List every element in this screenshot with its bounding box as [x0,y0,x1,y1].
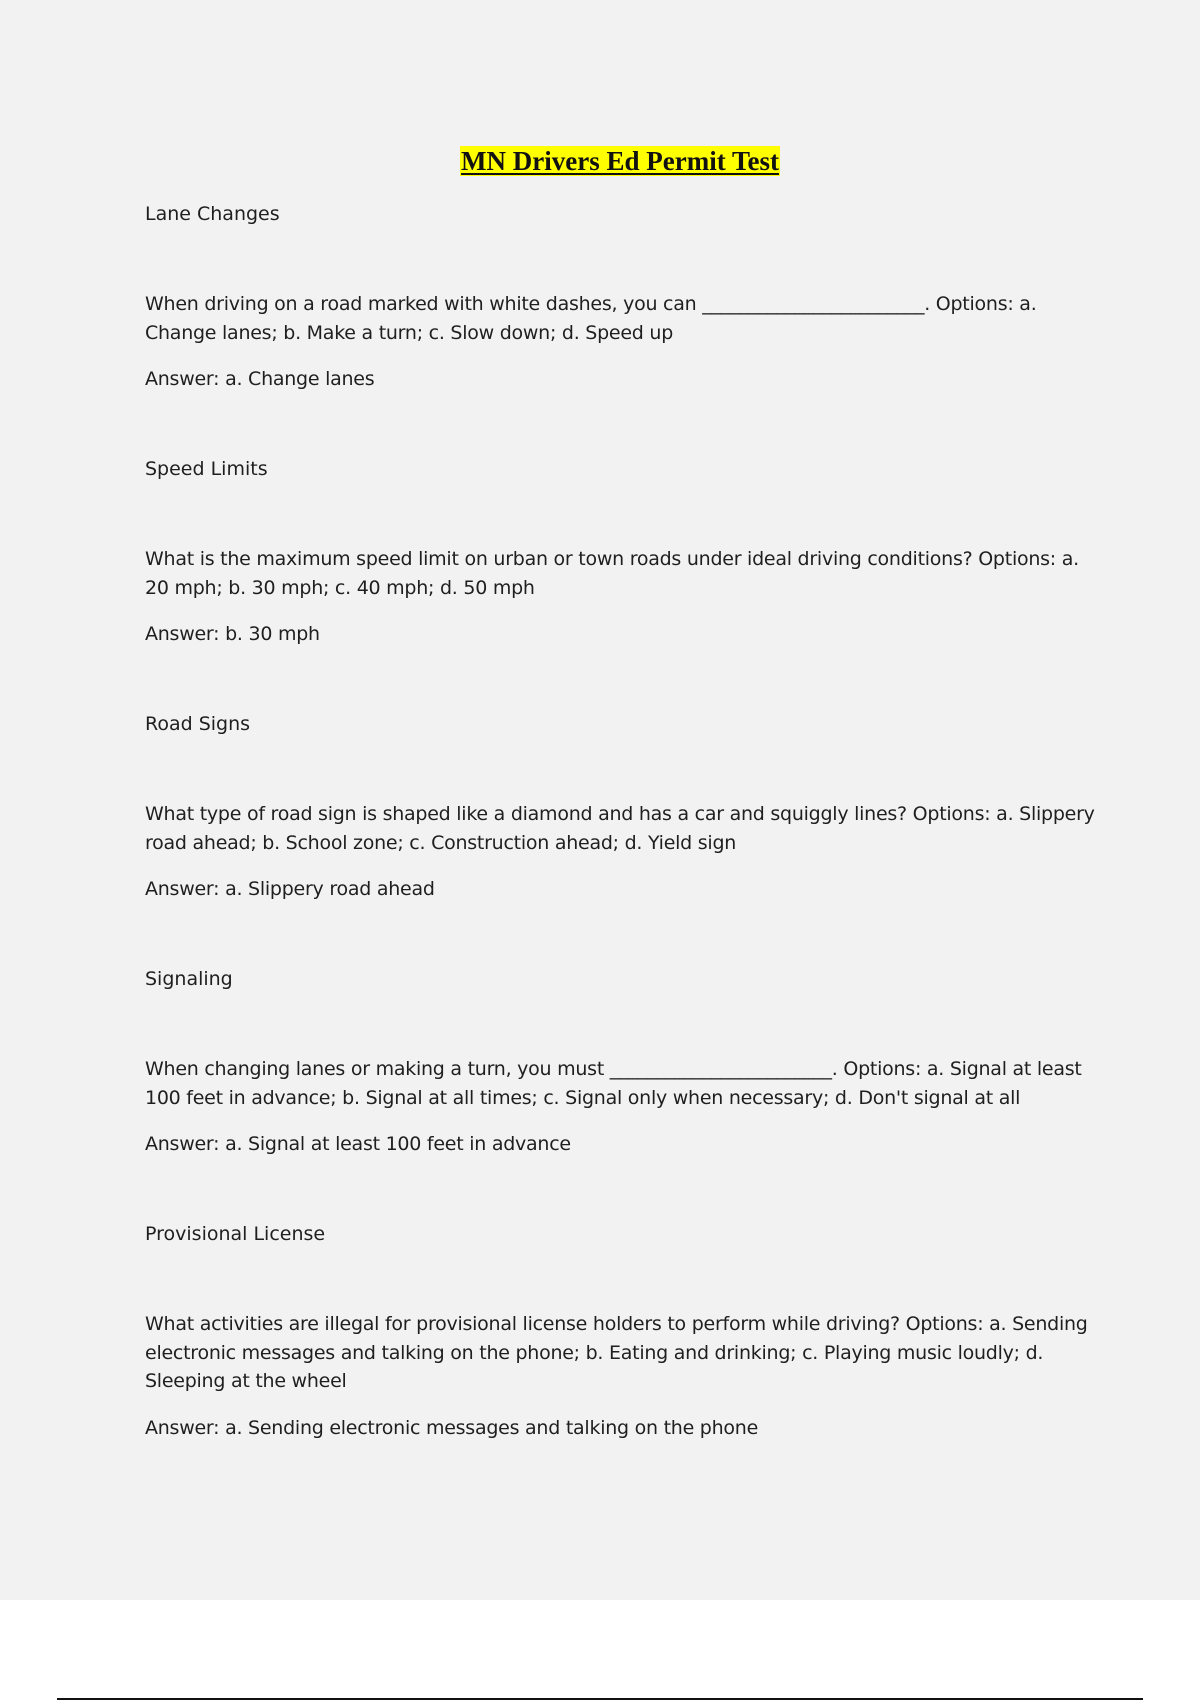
answer-text: Answer: a. Signal at least 100 feet in advance [145,1133,571,1155]
section-heading: Speed Limits [145,458,268,480]
section-heading: Road Signs [145,713,251,735]
answer-text: Answer: a. Change lanes [145,368,375,390]
question-text: When driving on a road marked with white dashes, you can ________________________. Options: a. Change lanes; b. Make a turn; c. Slow down; d. Speed up [145,293,1037,344]
question-text: What activities are illegal for provisional license holders to perform while driving? Options: a. Sending electronic messages and talking on the phone; b. Eating and drinking; c. Playing music loudly; d. Sleeping at the wheel [145,1313,1088,1392]
question-text: What is the maximum speed limit on urban or town roads under ideal driving conditions? Options: a. 20 mph; b. 30 mph; c. 40 mph; d. 50 mph [145,548,1079,599]
section-speed-limits [145,455,1095,648]
title-container [145,146,1095,182]
question-text: What type of road sign is shaped like a diamond and has a car and squiggly lines? Options: a. Slippery road ahead; b. School zone; c. Construction ahead; d. Yield sign [145,803,1095,854]
answer-text: Answer: a. Slippery road ahead [145,878,435,900]
section-provisional-license [145,1220,1095,1442]
question-text: When changing lanes or making a turn, you must ________________________. Options: a. Signal at least 100 feet in advance; b. Signal at all times; c. Signal only when necessary; d. Don't signal at all [145,1058,1082,1109]
section-signaling [145,965,1095,1158]
section-lane-changes [145,200,1095,393]
section-heading: Provisional License [145,1223,326,1245]
section-road-signs [145,710,1095,903]
section-heading: Signaling [145,968,233,990]
answer-text: Answer: b. 30 mph [145,623,320,645]
section-heading: Lane Changes [145,203,280,225]
answer-text: Answer: a. Sending electronic messages and talking on the phone [145,1416,759,1439]
document-content [145,146,1095,1442]
document-title: MN Drivers Ed Permit Test [461,146,779,176]
